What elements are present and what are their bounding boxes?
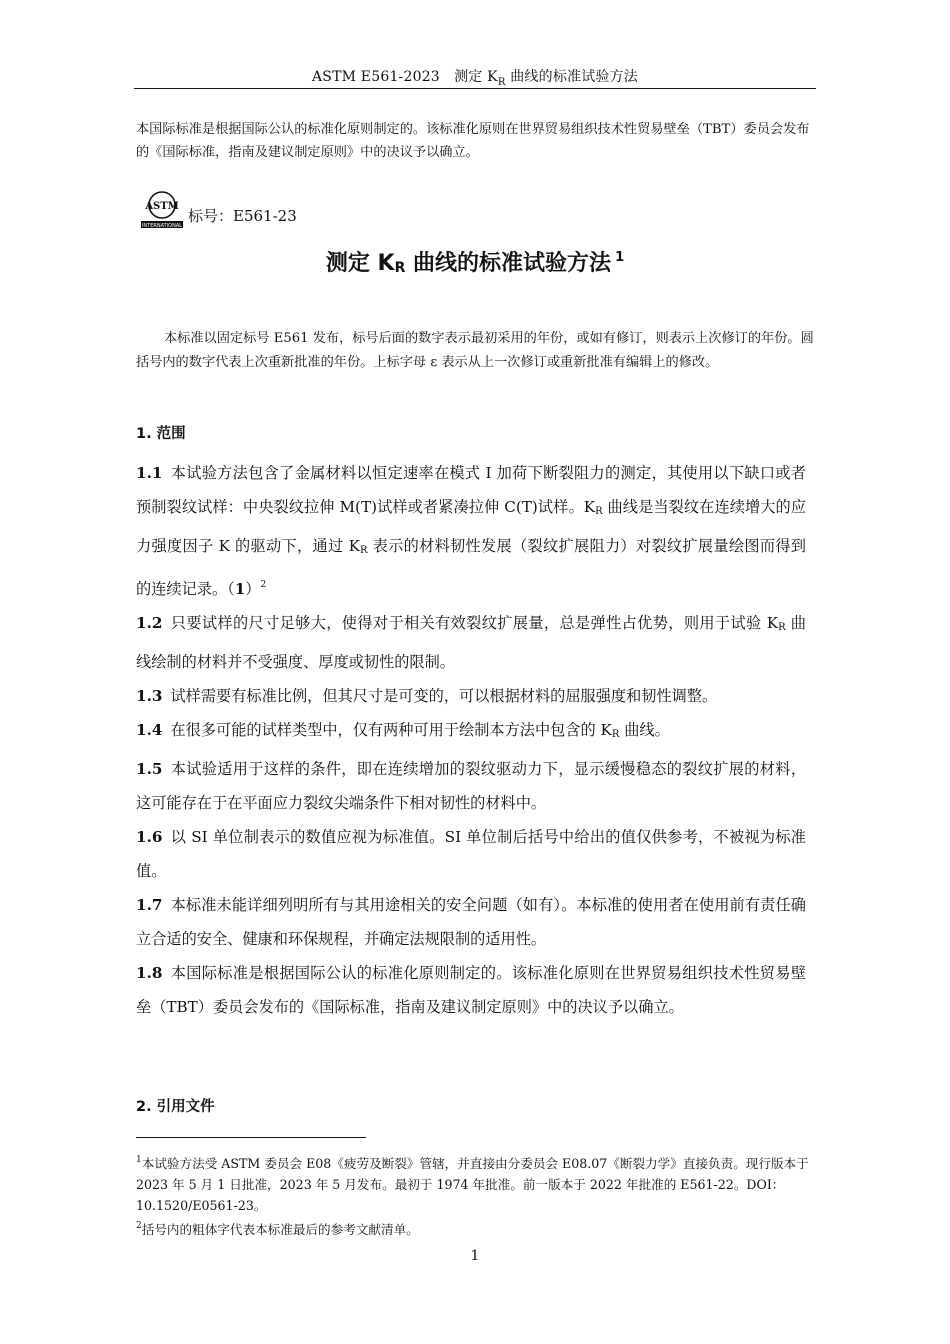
clause-1-6: [136, 820, 806, 888]
reference-number: 1: [234, 580, 246, 598]
clause-text: 本试验适用于这样的条件，即在连续增加的裂纹驱动力下，显示缓慢稳态的裂纹扩展的材料，这可能存在于在平面应力裂纹尖端条件下相对韧性的材料中。: [136, 760, 806, 812]
clause-text: 只要试样的尺寸足够大，使得对于相关有效裂纹扩展量，总是弹性占优势，则用于试验 K: [170, 614, 779, 632]
clause-text: 曲线是当裂纹在连续增大的应力强度因子 K 的驱动下，通过 K: [136, 498, 807, 555]
clause-1-3: [136, 679, 806, 713]
clause-1-7: [136, 888, 806, 956]
footnote-2: [136, 1216, 816, 1240]
designation-number: 标号：E561-23: [188, 207, 297, 225]
running-header-subscript: R: [497, 76, 506, 88]
footnote-1: [136, 1150, 816, 1216]
clause-subscript: R: [778, 622, 786, 633]
designation-block: [140, 182, 297, 230]
footnote-text: 括号内的粗体字代表本标准最后的参考文献清单。: [141, 1222, 419, 1237]
document-title: [134, 246, 816, 277]
footnote-rule: [136, 1137, 366, 1138]
clause-text: 在很多可能的试样类型中，仅有两种可用于绘制本方法中包含的 K: [170, 721, 612, 739]
clause-number: 1.7: [136, 896, 163, 914]
astm-logo-icon: [140, 190, 184, 230]
clause-number: 1.1: [136, 464, 163, 482]
section-2-heading: 2. 引用文件: [136, 1099, 215, 1115]
logo-mark: ASTM: [145, 201, 179, 212]
clause-number: 1.5: [136, 760, 163, 778]
preface-paragraph: 本国际标准是根据国际公认的标准化原则制定的。该标准化原则在世界贸易组织技术性贸易壁垒（TBT）委员会发布的《国际标准，指南及建议制定原则》中的决议予以确立。: [136, 122, 810, 160]
title-part-2: 曲线的标准试验方法: [405, 251, 612, 276]
clause-text: ）: [245, 580, 261, 598]
clause-subscript: R: [359, 545, 368, 556]
clause-1-2: [136, 606, 806, 679]
clause-text: 试样需要有标准比例，但其尺寸是可变的，可以根据材料的屈服强度和韧性调整。: [170, 687, 718, 705]
running-header-text: ASTM E561-2023 测定 K: [311, 69, 498, 85]
clause-1-1: [136, 456, 806, 606]
clause-1-8: [136, 956, 806, 1024]
title-footnote-ref: 1: [615, 250, 625, 265]
clause-1-5: [136, 752, 806, 820]
clause-number: 1.3: [136, 687, 163, 705]
clause-1-4: [136, 713, 806, 752]
clause-text: 本试验方法包含了金属材料以恒定速率在模式 I 加荷下断裂阻力的测定，其使用以下缺口或者预制裂纹试样：中央裂纹拉伸 M(T)试样或者紧凑拉伸 C(T)试样。K: [136, 464, 806, 516]
footnote-text: 本试验方法受 ASTM 委员会 E08《疲劳及断裂》管辖，并直接由分委员会 E08.07《断裂力学》直接负责。现行版本于 2023 年 5 月 1 日批准，2023 年 5 月发布。最初于 1974 年批准。前一版本于 2022 年批准的 E561-22。DOI：10.1520/E0561-23。: [136, 1156, 809, 1213]
section-1-clauses: [136, 456, 806, 1024]
page-number: 1: [470, 1248, 480, 1264]
footnotes: [136, 1150, 816, 1240]
clause-subscript: R: [595, 506, 603, 517]
clause-number: 1.4: [136, 721, 163, 739]
section-1-heading: 1. 范围: [136, 426, 186, 442]
running-header-text-rest: 曲线的标准试验方法: [505, 69, 639, 85]
intro-paragraph: 本标准以固定标号 E561 发布，标号后面的数字表示最初采用的年份，或如有修订，则表示上次修订的年份。圆括号内的数字代表上次重新批准的年份。上标字母 ε 表示从上一次修订或重新批准有编辑上的修改。: [136, 331, 814, 370]
clause-number: 1.2: [136, 614, 163, 632]
clause-text: 本国际标准是根据国际公认的标准化原则制定的。该标准化原则在世界贸易组织技术性贸易壁垒（TBT）委员会发布的《国际标准，指南及建议制定原则》中的决议予以确立。: [136, 964, 806, 1016]
clause-text: 表示的材料韧性发展（裂纹扩展阻力）对裂纹扩展量绘图而得到的连续记录。（: [136, 537, 806, 598]
clause-text: 曲线。: [619, 721, 670, 739]
title-subscript: R: [394, 260, 406, 276]
footnote-mark: 1: [136, 1155, 142, 1165]
title-part-1: 测定 K: [325, 251, 395, 276]
running-header: [134, 66, 816, 88]
footnote-ref: 2: [260, 580, 267, 590]
footnote-mark: 2: [136, 1221, 142, 1231]
clause-text: 以 SI 单位制表示的数值应视为标准值。SI 单位制后括号中给出的值仅供参考，不被视为标准值。: [136, 828, 806, 880]
clause-subscript: R: [611, 729, 620, 740]
clause-text: 曲线绘制的材料并不受强度、厚度或韧性的限制。: [136, 614, 806, 671]
clause-text: 本标准未能详细列明所有与其用途相关的安全问题（如有）。本标准的使用者在使用前有责任确立合适的安全、健康和环保规程，并确定法规限制的适用性。: [136, 896, 806, 948]
header-rule: [134, 88, 816, 89]
clause-number: 1.6: [136, 828, 163, 846]
clause-number: 1.8: [136, 964, 163, 982]
logo-sub: INTERNATIONAL: [141, 223, 183, 229]
